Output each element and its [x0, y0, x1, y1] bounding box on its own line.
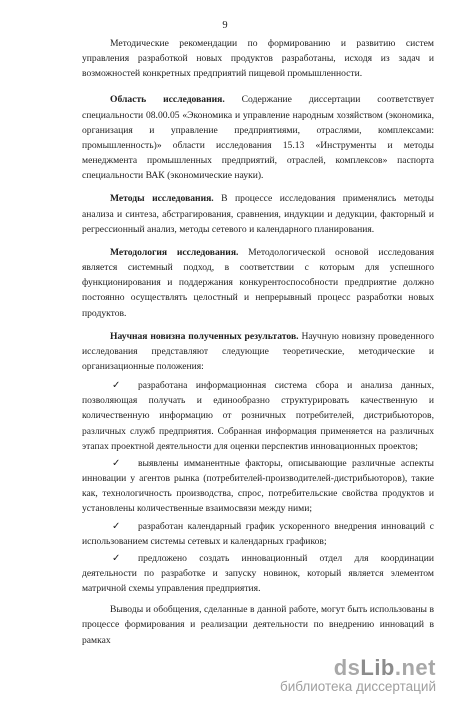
paragraph-methodology [82, 245, 434, 321]
watermark-logo [280, 655, 436, 681]
list-item [82, 456, 434, 517]
paragraph-methodical-recommendations: Методические рекомендации по формированию и развитию систем управления разработкой новых продуктов разработаны, исходя из задач и возможностей конкретных предприятий пищевой промышленности. [82, 38, 434, 80]
heading-research-methods: Методы исследования. [110, 193, 214, 205]
checkmark-icon: ✓ [112, 520, 121, 532]
heading-methodology: Методология исследования. [110, 246, 239, 258]
list-item [82, 378, 434, 454]
list-item [82, 519, 434, 549]
checkmark-icon: ✓ [112, 457, 121, 469]
watermark-logo-net: .net [394, 655, 436, 680]
paragraph-research-methods [82, 191, 434, 236]
list-item-text: разработан календарный график ускоренного внедрения инноваций с использованием системы сетевых и календарных графиков; [82, 520, 434, 547]
list-item-text: выявлены имманентные факторы, описывающие различные аспекты инновации у агентов рынка (потребителей-производителей-дистрибьюторов), такие как, технологичность производства, спрос, потребительские свойства продуктов и установлены количественные взаимосвязи между ними; [82, 457, 434, 515]
watermark-subtitle: библиотека диссертаций [279, 679, 436, 694]
list-item-text: предложено создать инновационный отдел для координации деятельности по разработке и запуску новинок, который является элементом матричной схемы управления предприятия. [82, 552, 434, 595]
watermark-logo-lib: Lib [360, 655, 395, 680]
heading-scientific-novelty: Научная новизна полученных результатов. [110, 330, 299, 342]
paragraph-conclusions: Выводы и обобщения, сделанные в данной работе, могут быть использованы в процессе формирования и реализации деятельности по внедрению инноваций в рамках [82, 604, 434, 646]
document-body [82, 36, 434, 656]
novelty-list [82, 378, 434, 596]
checkmark-icon: ✓ [112, 380, 121, 392]
text-research-area: Содержание диссертации соответствует специальности 08.00.05 «Экономика и управление народным хозяйством (экономика, организация и управление предприятиями, отраслями, комплексами: промышленность)» области исследования 15.13 «Инструменты и методы менеджмента промышленных предприятий, отраслей, комплексов» паспорта специальности ВАК (экономические науки). [82, 94, 435, 182]
heading-research-area: Область исследования. [110, 94, 225, 106]
page-number: 9 [222, 20, 228, 31]
text-methodology: Методологической основой исследования является системный подход, в соответствии с которым для успешного функционирования и поддержания конкурентоспособности предприятие должно постоянно осуществлять целостный и непрерывный процесс разработки новых продуктов. [82, 246, 435, 319]
watermark-logo-ds: ds [333, 655, 361, 680]
paragraph-scientific-novelty [82, 329, 434, 374]
text-research-methods: В процессе исследования применялись методы анализа и синтеза, абстрагирования, сравнения, индукции и дедукции, факторный и регрессионный анализ, методы сетевого и календарного планирования. [82, 193, 434, 235]
watermark [280, 655, 436, 694]
text-scientific-novelty: Научную новизну проведенного исследования представляют следующие теоретические, методические и организационные положения: [82, 330, 434, 372]
paragraph-research-area [82, 92, 434, 183]
checkmark-icon: ✓ [112, 552, 121, 564]
list-item [82, 551, 434, 596]
list-item-text: разработана информационная система сбора и анализа данных, позволяющая получать и единообразно структурировать качественную и количественную информацию от розничных потребителей, дистрибьюторов, различных служб предприятия. Собранная информация применяется на различных этапах проектной деятельности для оценки перспектив инновационных проектов; [82, 380, 434, 452]
